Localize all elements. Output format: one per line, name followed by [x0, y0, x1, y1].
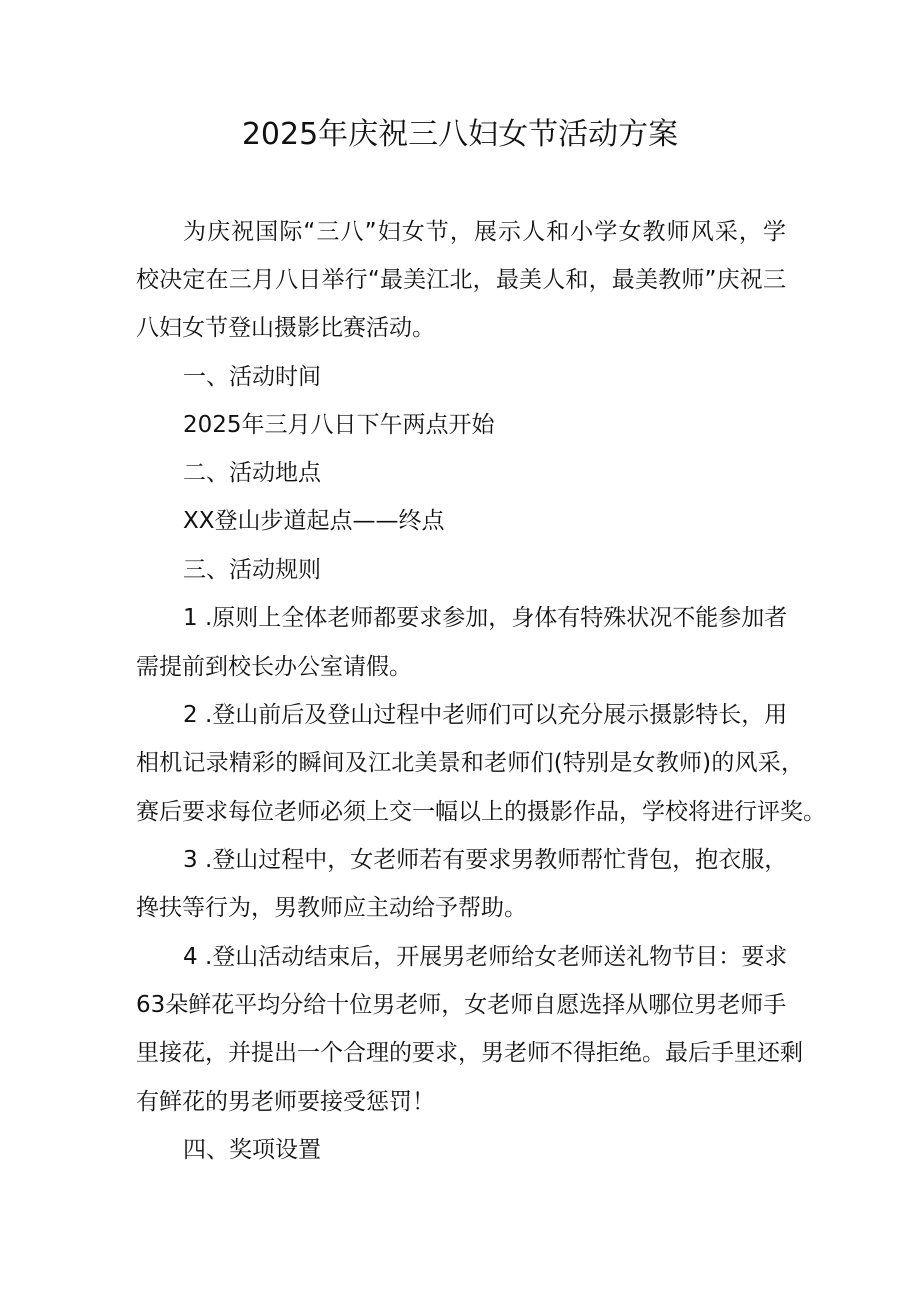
document-title: 2025年庆祝三八妇女节活动方案 [241, 117, 679, 152]
rule-2-line: 赛后要求每位老师必须上交一幅以上的摄影作品，学校将进行评奖。 [136, 799, 826, 825]
section-heading-awards: 四、奖项设置 [183, 1137, 321, 1163]
rule-4-line: 63朵鲜花平均分给十位男老师，女老师自愿选择从哪位男老师手 [136, 992, 787, 1018]
intro-line: 八妇女节登山摄影比赛活动。 [136, 315, 435, 341]
place-value: XX登山步道起点——终点 [183, 508, 445, 534]
rule-3-line: 3 .登山过程中，女老师若有要求男教师帮忙背包，抱衣服， [183, 847, 788, 873]
rule-4-line: 4 .登山活动结束后，开展男老师给女老师送礼物节目：要求 [183, 944, 788, 970]
rule-2-line: 2 .登山前后及登山过程中老师们可以充分展示摄影特长，用 [183, 702, 788, 728]
intro-line: 为庆祝国际“三八”妇女节，展示人和小学女教师风采，学 [183, 219, 786, 245]
section-heading-rules: 三、活动规则 [183, 557, 321, 583]
time-value: 2025年三月八日下午两点开始 [183, 412, 495, 438]
rule-1-line: 需提前到校长办公室请假。 [136, 654, 412, 680]
section-heading-place: 二、活动地点 [183, 460, 321, 486]
rule-4-line: 有鲜花的男老师要接受惩罚！ [136, 1089, 435, 1115]
rule-3-line: 搀扶等行为，男教师应主动给予帮助。 [136, 895, 527, 921]
rule-4-line: 里接花，并提出一个合理的要求，男老师不得拒绝。最后手里还剩 [136, 1040, 803, 1066]
intro-line: 校决定在三月八日举行“最美江北，最美人和，最美教师”庆祝三 [136, 267, 786, 293]
section-heading-time: 一、活动时间 [183, 364, 321, 390]
rule-2-line: 相机记录精彩的瞬间及江北美景和老师们(特别是女教师)的风采， [136, 750, 804, 776]
rule-1-line: 1 .原则上全体老师都要求参加，身体有特殊状况不能参加者 [183, 605, 788, 631]
